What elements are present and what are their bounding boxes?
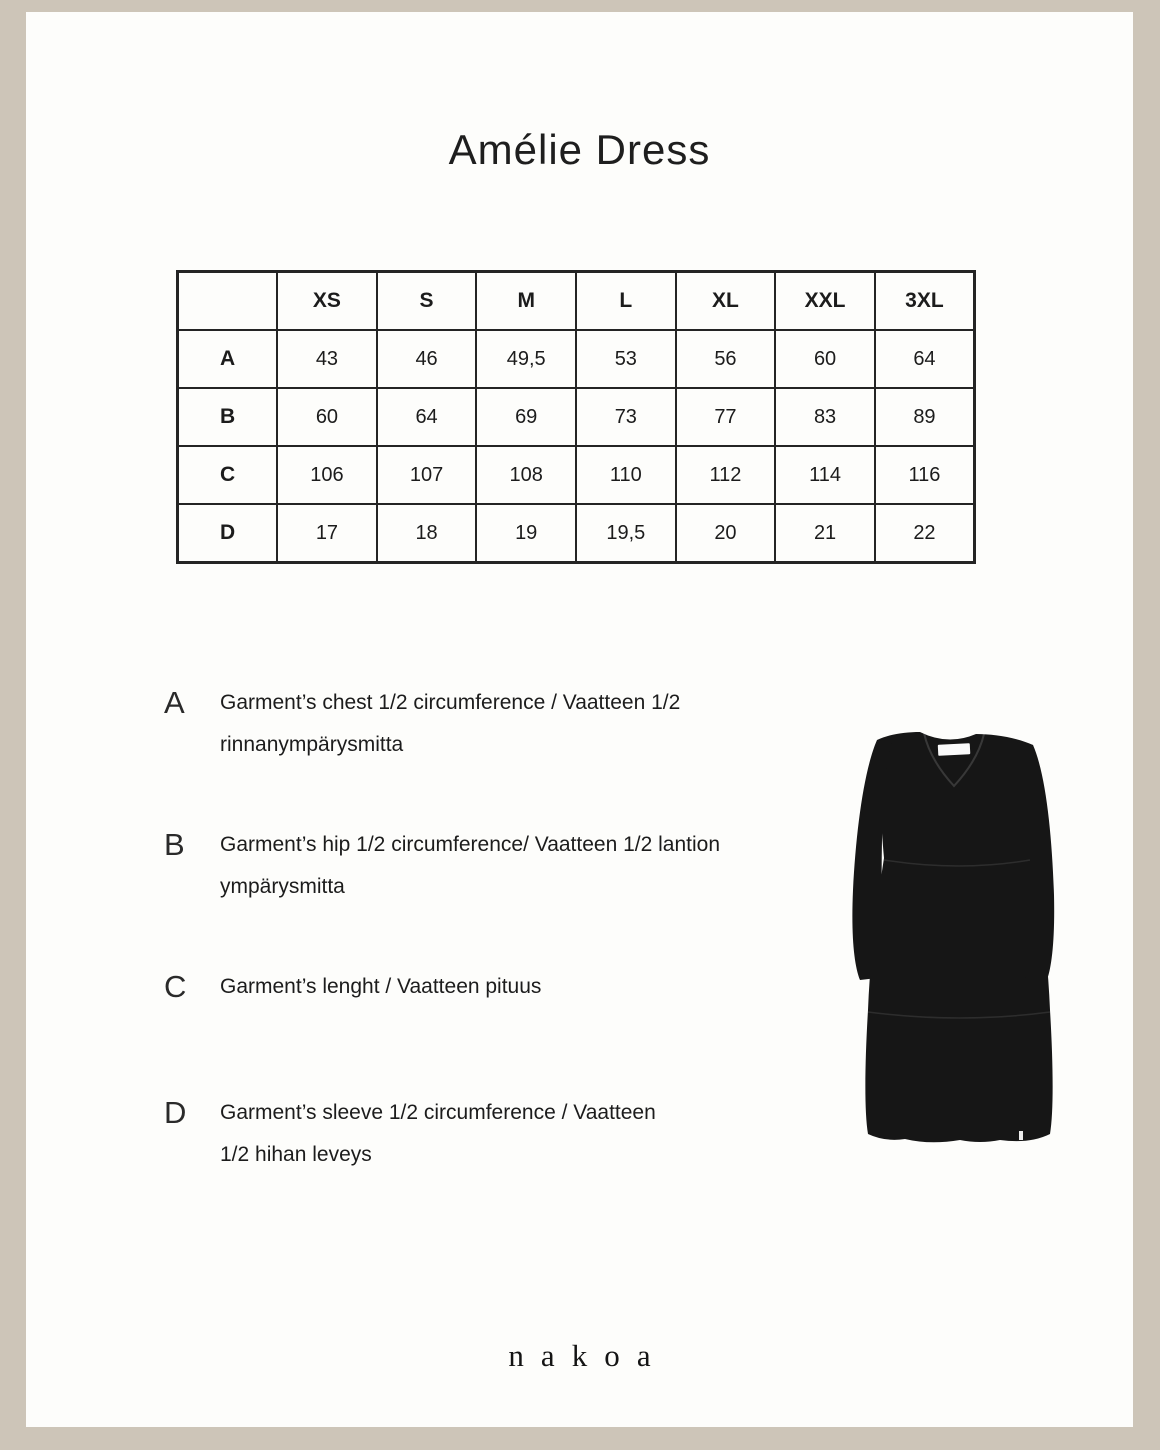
value-c-xs: 106	[277, 446, 377, 504]
legend-text-b	[220, 824, 720, 908]
legend-line: Garment’s sleeve 1/2 circumference / Vaatteen	[220, 1101, 656, 1124]
legend-key-c: C	[164, 969, 187, 1004]
size-column-l: L	[576, 272, 676, 331]
legend-item-d	[164, 1092, 864, 1176]
value-a-xl: 56	[676, 330, 776, 388]
legend-line: 1/2 hihan leveys	[220, 1143, 372, 1166]
value-c-xl: 112	[676, 446, 776, 504]
size-table-header-row	[178, 272, 975, 331]
legend-text-c	[220, 966, 541, 1008]
value-c-m: 108	[476, 446, 576, 504]
value-a-xs: 43	[277, 330, 377, 388]
legend-key-b: B	[164, 827, 185, 862]
measurement-label-d: D	[178, 504, 278, 563]
value-a-s: 46	[377, 330, 477, 388]
size-row-b	[178, 388, 975, 446]
legend-item-b	[164, 824, 864, 908]
legend-key-a: A	[164, 685, 185, 720]
measurement-label-b: B	[178, 388, 278, 446]
measurement-label-a: A	[178, 330, 278, 388]
value-c-3xl: 116	[875, 446, 975, 504]
value-b-xxl: 83	[775, 388, 875, 446]
legend-line: rinnanympärysmitta	[220, 733, 404, 756]
legend-key-d: D	[164, 1095, 187, 1130]
value-d-l: 19,5	[576, 504, 676, 563]
size-column-3xl: 3XL	[875, 272, 975, 331]
page-title: Amélie Dress	[448, 126, 711, 173]
value-d-m: 19	[476, 504, 576, 563]
size-column-xl: XL	[676, 272, 776, 331]
value-b-xs: 60	[277, 388, 377, 446]
legend-line: ympärysmitta	[220, 875, 345, 898]
value-a-xxl: 60	[775, 330, 875, 388]
value-d-xxl: 21	[775, 504, 875, 563]
size-row-a	[178, 330, 975, 388]
size-column-m: M	[476, 272, 576, 331]
dress-hem-tag	[1019, 1131, 1023, 1140]
value-b-s: 64	[377, 388, 477, 446]
size-table-corner	[178, 272, 278, 331]
dress-photo	[820, 690, 1140, 1170]
size-guide-page	[26, 12, 1133, 1427]
brand-logo: nakoa	[508, 1338, 668, 1373]
value-a-m: 49,5	[476, 330, 576, 388]
dress-neck-label	[938, 743, 971, 756]
value-d-xl: 20	[676, 504, 776, 563]
legend-line: Garment’s chest 1/2 circumference / Vaatteen 1/2	[220, 691, 681, 714]
value-d-xs: 17	[277, 504, 377, 563]
value-a-l: 53	[576, 330, 676, 388]
value-a-3xl: 64	[875, 330, 975, 388]
size-column-xs: XS	[277, 272, 377, 331]
measurement-label-c: C	[178, 446, 278, 504]
value-c-l: 110	[576, 446, 676, 504]
size-column-xxl: XXL	[775, 272, 875, 331]
size-row-c	[178, 446, 975, 504]
value-d-3xl: 22	[875, 504, 975, 563]
legend-item-c	[164, 966, 864, 1008]
legend-line: Garment’s lenght / Vaatteen pituus	[220, 975, 542, 998]
legend-item-a	[164, 682, 864, 766]
size-row-d	[178, 504, 975, 563]
legend-text-d	[220, 1092, 656, 1176]
value-b-3xl: 89	[875, 388, 975, 446]
legend-line: Garment’s hip 1/2 circumference/ Vaatteen 1/2 lantion	[220, 833, 721, 856]
size-column-s: S	[377, 272, 477, 331]
value-d-s: 18	[377, 504, 477, 563]
value-c-xxl: 114	[775, 446, 875, 504]
value-b-m: 69	[476, 388, 576, 446]
size-table	[176, 270, 976, 564]
value-b-l: 73	[576, 388, 676, 446]
value-c-s: 107	[377, 446, 477, 504]
value-b-xl: 77	[676, 388, 776, 446]
legend-text-a	[220, 682, 680, 766]
